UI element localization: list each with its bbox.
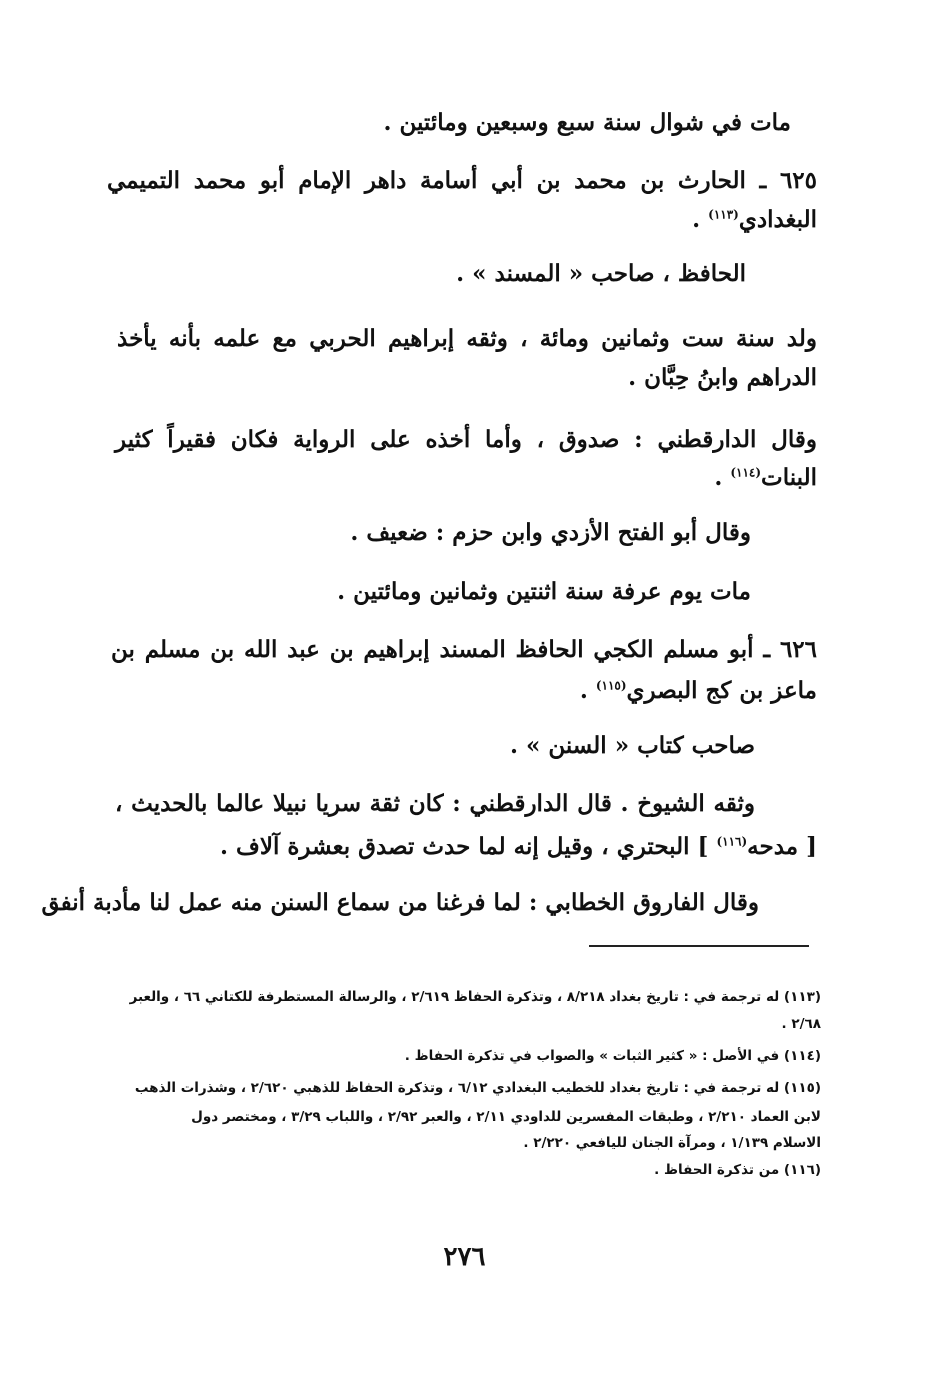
footnote-114: (١١٤) في الأصل : « كثير الثبات » والصواب في تذكرة الحفاظ . (404, 1048, 821, 1064)
text-fragment: ] البحتري ، وقيل إنه لما حدث تصدق بعشرة آلاف . (220, 833, 709, 860)
footnote-116: (١١٦) من تذكرة الحفاظ . (654, 1162, 821, 1178)
text-line-4: الحافظ ، صاحب « المسند » . (456, 260, 746, 287)
footnote-ref-113: (١١٣) (708, 207, 739, 222)
text-line-8 (714, 463, 817, 493)
text-line-15 (220, 832, 817, 862)
text-line-9: وقال أبو الفتح الأزدي وابن حزم : ضعيف . (350, 519, 751, 546)
footnote-115-line-3: الاسلام ١/١٣٩ ، ومرآة الجنان لليافعي ٢/٢٢٠ . (523, 1135, 821, 1151)
text-fragment: البنات (761, 464, 817, 491)
footnote-115-line-2: لابن العماد ٢/٢١٠ ، وطبقات المفسرين للداودي ٢/١١ ، والعبر ٢/٩٢ ، واللباب ٣/٢٩ ، ومختصر دول (191, 1109, 821, 1125)
text-fragment: . (692, 206, 709, 233)
text-line-13: صاحب كتاب « السنن » . (509, 732, 755, 759)
text-line-14: وثقه الشيوخ . قال الدارقطني : كان ثقة سريا نبيلا عالما بالحديث ، (115, 790, 755, 817)
text-fragment: ماعز بن كج البصري (626, 677, 817, 704)
text-line-17: وقال الفاروق الخطابي : لما فرغنا من سماع السنن منه عمل لنا مأدبة أنفق (41, 889, 759, 916)
text-line-12 (580, 676, 817, 706)
text-fragment: . (579, 677, 596, 704)
footnote-ref-115: (١١٥) (595, 678, 627, 693)
text-line-6: الدراهم وابنُ حِبَّان . (628, 364, 817, 391)
footnote-113-line-2: ٢/٦٨ . (781, 1016, 821, 1032)
page-number: ٢٧٦ (443, 1242, 486, 1272)
text-line-5: ولد سنة ست وثمانين ومائة ، وثقه إبراهيم الحربي مع علمه بأنه يأخذ (117, 325, 817, 352)
entry-625-heading: ٦٢٥ ـ الحارث بن محمد بن أبي أسامة داهر الإمام أبو محمد التميمي (107, 167, 817, 194)
text-line-1: مات في شوال سنة سبع وسبعين ومائتين . (383, 109, 791, 136)
footnote-ref-116: (١١٦) (716, 834, 748, 849)
text-fragment: البغدادي (738, 206, 817, 233)
text-fragment: [ مدحه (747, 833, 817, 860)
entry-626-heading: ٦٢٦ ـ أبو مسلم الكجي الحافظ المسند إبراهيم بن عبد الله بن مسلم بن (111, 636, 817, 663)
text-line-7: وقال الدارقطني : صدوق ، وأما أخذه على الرواية فكان فقيراً كثير (115, 426, 817, 453)
text-line-3 (692, 205, 817, 235)
footnote-113-line-1: (١١٣) له ترجمة في : تاريخ بغداد ٨/٢١٨ ، وتذكرة الحفاظ ٢/٦١٩ ، والرسالة المستطرفة للكتاني ٦٦ ، والعبر (129, 989, 821, 1005)
footnote-ref-114: (١١٤) (730, 465, 762, 480)
text-fragment: . (714, 464, 731, 491)
footnote-115-line-1: (١١٥) له ترجمة في : تاريخ بغداد للخطيب البغدادي ٦/١٢ ، وتذكرة الحفاظ للذهبي ٢/٦٢٠ ، وشذرات الذهب (134, 1080, 821, 1096)
footnote-separator (589, 945, 809, 947)
text-line-10: مات يوم عرفة سنة اثنتين وثمانين ومائتين . (337, 578, 751, 605)
